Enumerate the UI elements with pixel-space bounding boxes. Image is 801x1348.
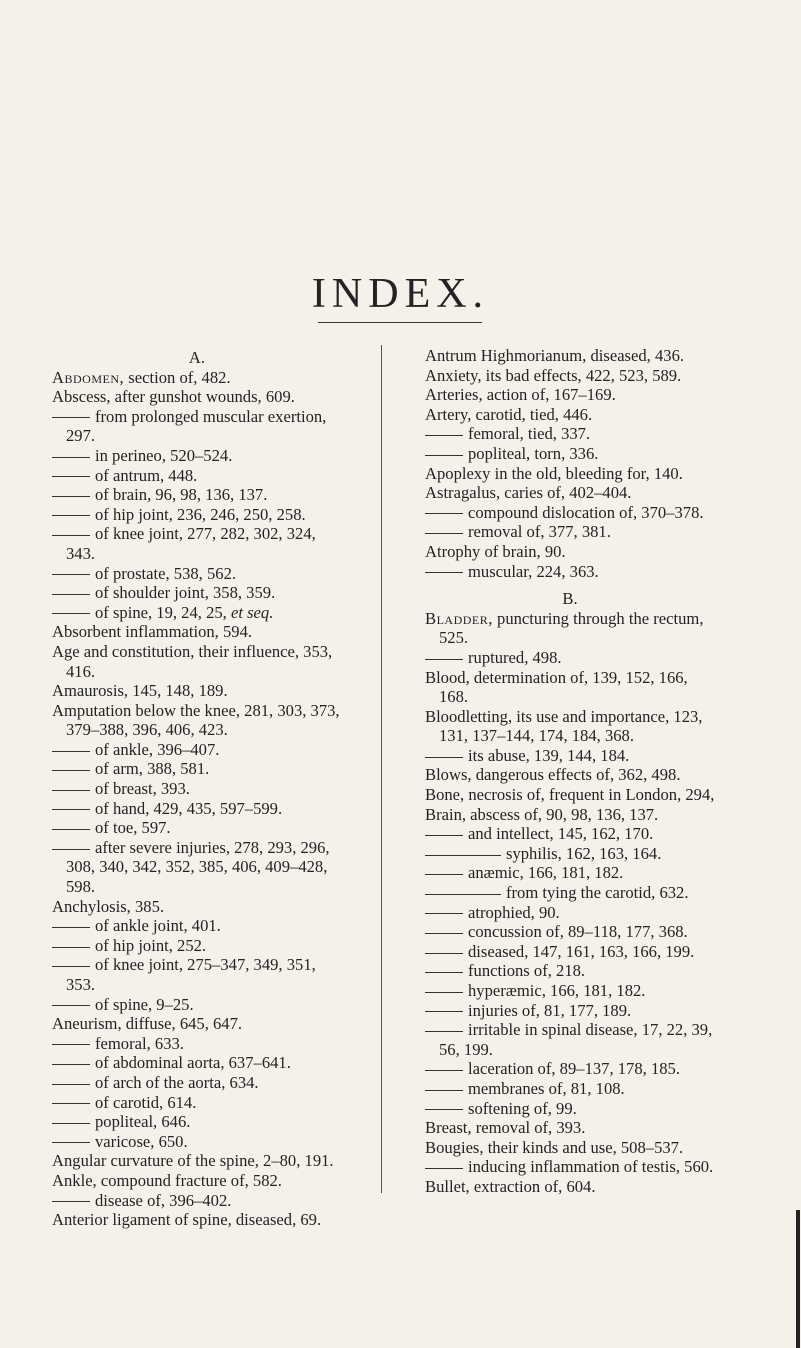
index-subentry [425, 746, 715, 766]
index-entry [425, 405, 715, 425]
entry-text: laceration of, 89–137, 178, 185. [468, 1059, 680, 1079]
index-entry [52, 1171, 342, 1191]
entry-text: of arch of the aorta, 634. [95, 1072, 259, 1092]
entry-text: ruptured, 498. [468, 647, 562, 667]
ditto-dash [52, 947, 90, 948]
ditto-dash [425, 659, 463, 660]
entry-text: Amaurosis, 145, 148, 189. [52, 681, 228, 701]
index-subentry [425, 1020, 715, 1059]
entry-text: of ankle joint, 401. [95, 916, 221, 936]
index-column-left [52, 346, 342, 1230]
page-title: INDEX. [311, 271, 490, 317]
index-column-right [425, 346, 715, 1197]
index-subentry [52, 1034, 342, 1054]
index-subentry [425, 981, 715, 1001]
entry-text: Anxiety, its bad effects, 422, 523, 589. [425, 365, 682, 385]
entry-text: Atrophy of brain, 90. [425, 541, 566, 561]
entry-text: Ankle, compound fracture of, 582. [52, 1170, 282, 1190]
ditto-dash [425, 874, 463, 875]
ditto-dash [52, 829, 90, 830]
ditto-dash [425, 435, 463, 436]
index-subentry [52, 1112, 342, 1132]
entry-text: compound dislocation of, 370–378. [468, 502, 704, 522]
entry-text: of hand, 429, 435, 597–599. [95, 798, 283, 818]
ditto-dash [425, 455, 463, 456]
ditto-dash [425, 1090, 463, 1091]
index-subentry [52, 955, 342, 994]
entry-text: of toe, 597. [95, 818, 171, 838]
index-entry [52, 387, 342, 407]
entry-text: Amputation below the knee, 281, 303, 373, 379–388, 396, 406, 423. [52, 700, 340, 740]
index-entry [425, 385, 715, 405]
entry-head: Bladder, [425, 608, 493, 628]
entry-text: Aneurism, diffuse, 645, 647. [52, 1014, 243, 1034]
page-edge-shadow [796, 1210, 800, 1348]
section-letter: B. [562, 589, 578, 609]
entry-text: Brain, abscess of, 90, 98, 136, 137. [425, 804, 659, 824]
entry-text: hyperæmic, 166, 181, 182. [468, 981, 646, 1000]
entry-text: Bougies, their kinds and use, 508–537. [425, 1137, 684, 1157]
index-subentry [425, 424, 715, 444]
entry-text: Absorbent inflammation, 594. [52, 622, 253, 642]
entry-text: Age and constitution, their influence, 353, 416. [52, 641, 333, 681]
entry-text: varicose, 650. [95, 1131, 188, 1151]
index-subentry [52, 603, 342, 623]
entry-text: Abscess, after gunshot wounds, 609. [52, 387, 295, 407]
index-subentry [425, 522, 715, 542]
entry-text: Arteries, action of, 167–169. [425, 385, 616, 405]
index-entry [52, 1151, 342, 1171]
index-subentry [425, 562, 715, 582]
entry-text: and intellect, 145, 162, 170. [468, 824, 654, 844]
ditto-dash [425, 1168, 463, 1169]
entry-text: of spine, 9–25. [95, 994, 194, 1014]
index-entry [425, 609, 715, 648]
index-entry [425, 346, 715, 366]
entry-text: inducing inflammation of testis, 560. [468, 1157, 714, 1177]
ditto-dash [425, 757, 463, 758]
index-subentry [52, 1073, 342, 1093]
entry-text: softening of, 99. [468, 1098, 577, 1118]
index-subentry [425, 444, 715, 464]
index-entry [425, 483, 715, 503]
entry-text: functions of, 218. [468, 961, 586, 981]
ditto-dash [52, 1123, 90, 1124]
ditto-dash [52, 613, 90, 614]
entry-text: injuries of, 81, 177, 189. [468, 1000, 632, 1020]
entry-text: Blows, dangerous effects of, 362, 498. [425, 765, 681, 785]
ditto-dash [425, 1109, 463, 1110]
index-subentry [425, 903, 715, 923]
ditto-dash [52, 966, 90, 967]
entry-text: Astragalus, caries of, 402–404. [425, 483, 632, 503]
ditto-dash [52, 1005, 90, 1006]
entry-text: Antrum Highmorianum, diseased, 436. [425, 346, 685, 365]
entry-text: Blood, determination of, 139, 152, 166, 168. [425, 667, 688, 707]
index-entry [52, 1210, 342, 1230]
ditto-dash [52, 770, 90, 771]
entry-text: Bullet, extraction of, 604. [425, 1176, 596, 1196]
column-divider [381, 345, 382, 1193]
ditto-dash [425, 1011, 463, 1012]
index-subentry [52, 466, 342, 486]
index-subentry [52, 995, 342, 1015]
entry-text: popliteal, 646. [95, 1112, 191, 1132]
entry-text: of spine, 19, 24, 25, [95, 602, 227, 622]
index-subentry [52, 446, 342, 466]
ditto-dash [425, 1031, 463, 1032]
index-subentry [425, 863, 715, 883]
entry-text: removal of, 377, 381. [468, 522, 611, 542]
index-subentry [52, 505, 342, 525]
ditto-dash [52, 1084, 90, 1085]
ditto-dash [425, 1070, 463, 1071]
index-entry [425, 785, 715, 805]
ditto-dash [425, 953, 463, 954]
entry-text: of shoulder joint, 358, 359. [95, 583, 276, 603]
index-entry [425, 542, 715, 562]
entry-head: Abdomen, [52, 367, 125, 387]
entry-text: of breast, 393. [95, 779, 190, 799]
ditto-dash [425, 992, 463, 993]
ditto-dash [52, 574, 90, 575]
ditto-dash [52, 790, 90, 791]
entry-text: of carotid, 614. [95, 1092, 197, 1112]
entry-text: anæmic, 166, 181, 182. [468, 863, 624, 883]
index-subentry [52, 583, 342, 603]
ditto-dash [52, 417, 90, 418]
entry-text: of arm, 388, 581. [95, 759, 210, 779]
ditto-dash [425, 972, 463, 973]
ditto-dash [52, 1064, 90, 1065]
entry-text: Anchylosis, 385. [52, 896, 165, 916]
entry-text: femoral, 633. [95, 1033, 184, 1053]
ditto-dash [52, 535, 90, 536]
ditto-dash [52, 809, 90, 810]
entry-text: puncturing through the rectum, 525. [439, 608, 704, 648]
entry-text: membranes of, 81, 108. [468, 1078, 625, 1098]
ditto-dash [425, 533, 463, 534]
index-entry [425, 1118, 715, 1138]
ditto-dash [425, 933, 463, 934]
entry-text: disease of, 396–402. [95, 1190, 232, 1210]
entry-text: Anterior ligament of spine, diseased, 69. [52, 1210, 322, 1230]
index-entry [425, 1138, 715, 1158]
entry-text: of hip joint, 252. [95, 935, 207, 955]
ditto-dash [52, 476, 90, 477]
index-subentry [52, 779, 342, 799]
index-subentry [52, 407, 342, 446]
index-subentry [425, 1157, 715, 1177]
ditto-dash [425, 855, 501, 856]
ditto-dash [425, 513, 463, 514]
ditto-dash [52, 1103, 90, 1104]
index-subentry [52, 1191, 342, 1211]
entry-text: Angular curvature of the spine, 2–80, 191. [52, 1151, 334, 1171]
ditto-dash [52, 457, 90, 458]
index-subentry [52, 1132, 342, 1152]
entry-text: atrophied, 90. [468, 902, 560, 922]
index-subentry [52, 485, 342, 505]
index-entry [425, 765, 715, 785]
index-entry [52, 368, 342, 388]
entry-text: of prostate, 538, 562. [95, 563, 237, 583]
entry-text: popliteal, torn, 336. [468, 443, 599, 463]
index-entry [52, 642, 342, 681]
entry-text: of knee joint, 275–347, 349, 351, 353. [66, 955, 316, 994]
index-subentry [52, 1053, 342, 1073]
entry-text: of knee joint, 277, 282, 302, 324, 343. [66, 524, 316, 563]
index-entry [52, 897, 342, 917]
entry-text: diseased, 147, 161, 163, 166, 199. [468, 941, 695, 961]
entry-text: Breast, removal of, 393. [425, 1118, 586, 1138]
index-subentry [425, 1099, 715, 1119]
ditto-dash [425, 894, 501, 895]
index-subentry [52, 838, 342, 897]
ditto-dash [52, 594, 90, 595]
ditto-dash [52, 1201, 90, 1202]
ditto-dash [52, 1044, 90, 1045]
ditto-dash [52, 1142, 90, 1143]
index-subentry [425, 1079, 715, 1099]
entry-text: of abdominal aorta, 637–641. [95, 1053, 291, 1073]
index-entry [425, 707, 715, 746]
entry-text: its abuse, 139, 144, 184. [468, 745, 630, 765]
entry-text: muscular, 224, 363. [468, 561, 599, 581]
index-entry [425, 668, 715, 707]
entry-italic: et seq. [226, 602, 274, 622]
index-entry [425, 1177, 715, 1197]
entry-text: in perineo, 520–524. [95, 445, 233, 465]
entry-text: of antrum, 448. [95, 465, 198, 485]
ditto-dash [52, 849, 90, 850]
entry-text: Apoplexy in the old, bleeding for, 140. [425, 463, 683, 483]
index-subentry [52, 916, 342, 936]
index-subentry [52, 936, 342, 956]
index-subentry [425, 648, 715, 668]
entry-text: of brain, 96, 98, 136, 137. [95, 485, 268, 505]
index-entry [425, 366, 715, 386]
ditto-dash [52, 496, 90, 497]
ditto-dash [425, 913, 463, 914]
index-subentry [425, 942, 715, 962]
ditto-dash [425, 572, 463, 573]
index-subentry [425, 922, 715, 942]
title-rule [318, 322, 482, 323]
entry-text: section of, 482. [124, 367, 231, 387]
section-letter: A. [188, 348, 206, 367]
ditto-dash [52, 927, 90, 928]
entry-text: syphilis, 162, 163, 164. [506, 843, 662, 863]
index-subentry [425, 961, 715, 981]
index-subentry [52, 759, 342, 779]
ditto-dash [52, 515, 90, 516]
entry-text: of hip joint, 236, 246, 250, 258. [95, 504, 306, 524]
index-subentry [52, 818, 342, 838]
index-subentry [52, 799, 342, 819]
index-entry [52, 701, 342, 740]
entry-text: Bloodletting, its use and importance, 123, 131, 137–144, 174, 184, 368. [425, 706, 703, 746]
entry-text: Bone, necrosis of, frequent in London, 294, [425, 785, 715, 805]
index-subentry [425, 503, 715, 523]
entry-text: concussion of, 89–118, 177, 368. [468, 922, 688, 942]
index-entry [52, 1014, 342, 1034]
index-subentry [425, 1059, 715, 1079]
index-subentry [425, 1001, 715, 1021]
index-entry [52, 622, 342, 642]
index-subentry [425, 824, 715, 844]
entry-text: irritable in spinal disease, 17, 22, 39, 56, 199. [439, 1020, 713, 1059]
index-subentry [425, 844, 715, 864]
index-subentry [425, 883, 715, 903]
ditto-dash [425, 835, 463, 836]
entry-text: from tying the carotid, 632. [506, 883, 689, 903]
entry-text: from prolonged muscular exertion, 297. [66, 406, 327, 446]
entry-text: of ankle, 396–407. [95, 739, 220, 759]
index-entry [425, 464, 715, 484]
index-subentry [52, 740, 342, 760]
index-subentry [52, 1093, 342, 1113]
index-entry [52, 681, 342, 701]
index-subentry [52, 524, 342, 563]
entry-text: femoral, tied, 337. [468, 424, 591, 444]
entry-text: after severe injuries, 278, 293, 296, 308, 340, 342, 352, 385, 406, 409–428, 598. [66, 837, 330, 897]
index-entry [425, 805, 715, 825]
ditto-dash [52, 751, 90, 752]
index-subentry [52, 564, 342, 584]
entry-text: Artery, carotid, tied, 446. [425, 404, 593, 424]
